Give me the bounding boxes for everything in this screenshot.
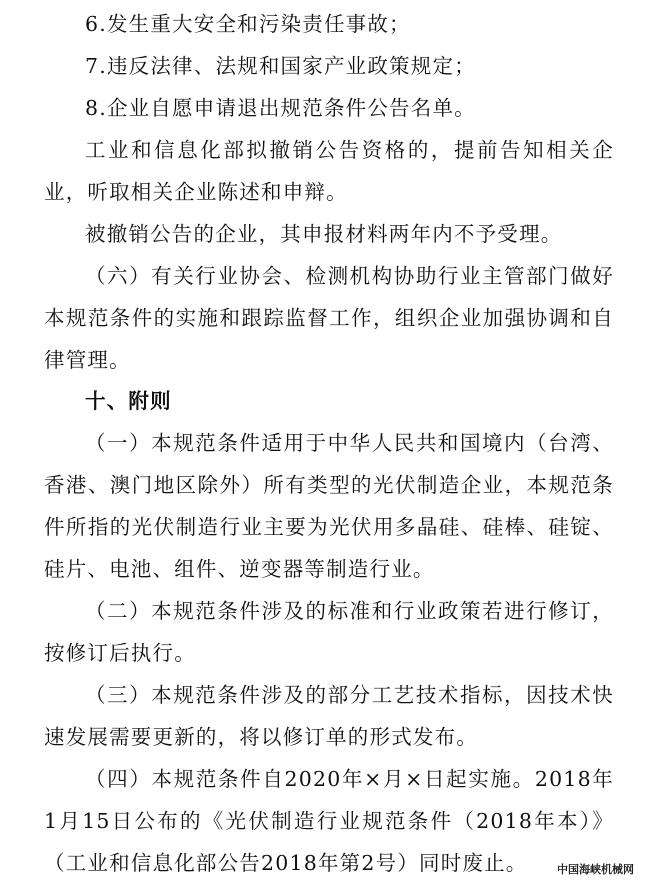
- paragraph-standards-revision: （二）本规范条件涉及的标准和行业政策若进行修订，按修订后执行。: [44, 599, 614, 665]
- paragraph-revocation-consequence: 被撤销公告的企业，其申报材料两年内不予受理。: [85, 222, 563, 246]
- paragraph-effective-date: （四）本规范条件自2020年×月×日起实施。2018年1月15日公布的《光伏制造行业规范条件（2018年本）》（工业和信息化部公告2018年第2号）同时废止。: [44, 767, 614, 875]
- list-item-8: 8.企业自愿申请退出规范条件公告名单。: [85, 96, 476, 120]
- paragraph-technical-indicators: （三）本规范条件涉及的部分工艺技术指标，因技术快速发展需要更新的，将以修订单的形式发布。: [44, 683, 614, 749]
- paragraph-scope: （一）本规范条件适用于中华人民共和国境内（台湾、香港、澳门地区除外）所有类型的光伏制造企业，本规范条件所指的光伏制造行业主要为光伏用多晶硅、硅棒、硅锭、硅片、电池、组件、逆变器等制造行业。: [44, 431, 614, 581]
- list-item-7: 7.违反法律、法规和国家产业政策规定；: [85, 54, 476, 78]
- paragraph-industry-association: （六）有关行业协会、检测机构协助行业主管部门做好本规范条件的实施和跟踪监督工作，组织企业加强协调和自律管理。: [44, 264, 614, 372]
- list-item-6: 6.发生重大安全和污染责任事故；: [85, 12, 411, 36]
- watermark-text: 中国海峡机械网: [557, 863, 634, 876]
- paragraph-revocation-notice: 工业和信息化部拟撤销公告资格的，提前告知相关企业，听取相关企业陈述和申辩。: [44, 138, 614, 204]
- section-heading: 十、附则: [85, 389, 172, 413]
